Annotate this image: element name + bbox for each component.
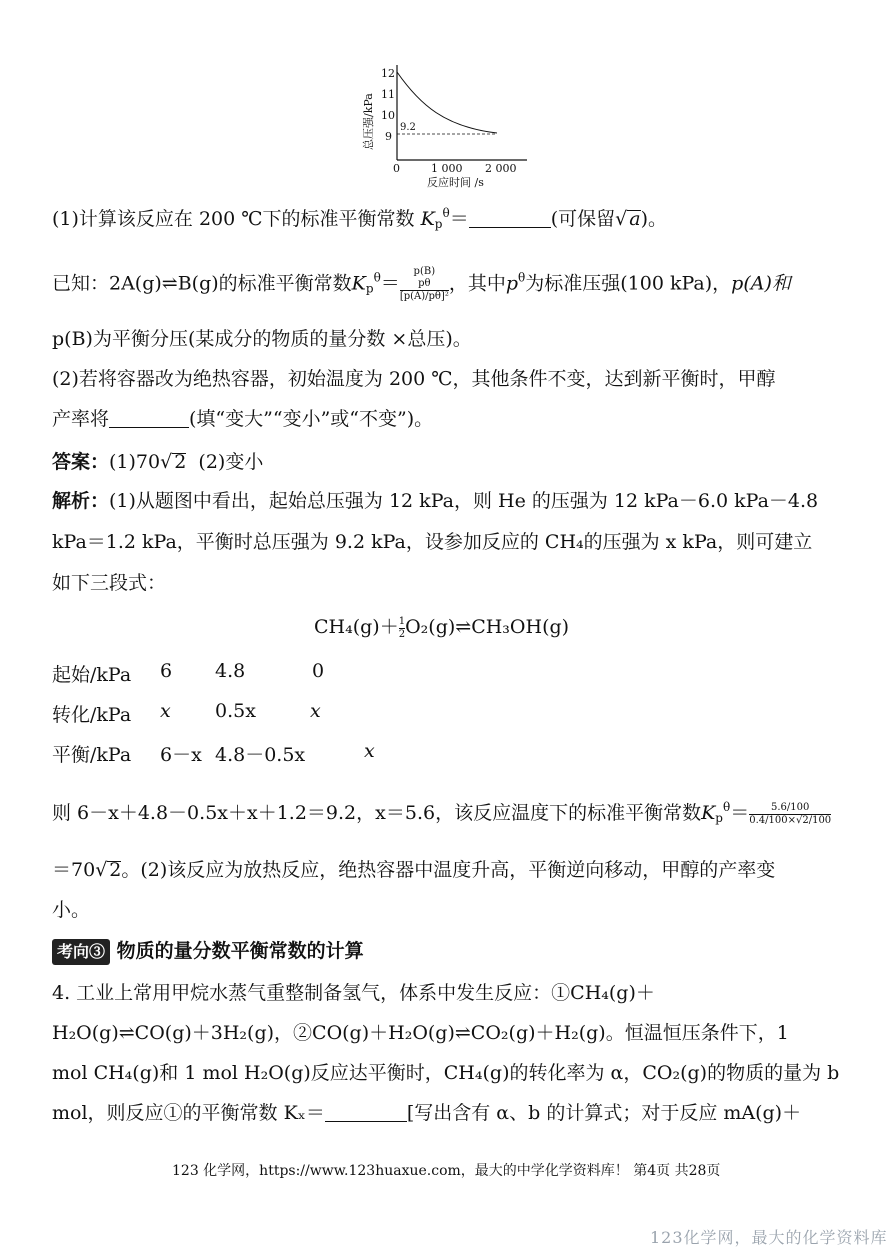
q4-line-1: 4. 工业上常用甲烷水蒸气重整制备氢气，体系中发生反应：①CH₄(g)＋ <box>52 982 655 1004</box>
section-heading <box>52 938 364 965</box>
q4-answer-blank <box>325 1103 407 1122</box>
analysis-label: 解析： <box>52 490 110 512</box>
calc-text-2: 。(2)该反应为放热反应，绝热容器中温度升高，平衡逆向移动，甲醇的产率变 <box>121 859 776 881</box>
answer-line: 答案：(1)70√ 2 (2)变小 <box>52 451 264 473</box>
x-axis-label: 反应时间 /s <box>427 176 484 189</box>
q4-line-2: H₂O(g)⇌CO(g)＋3H₂(g)，②CO(g)＋H₂O(g)⇌CO₂(g)＋H₂(g)。恒温恒压条件下，1 <box>52 1022 789 1044</box>
answer-text: (1)70 <box>109 451 161 473</box>
known-text: 已知：2A(g)⇌B(g)的标准平衡常数 <box>52 272 352 295</box>
y-axis-label: 总压强/kPa <box>362 93 375 150</box>
known-text-c: 为标准压强(100 kPa)， <box>525 272 732 295</box>
q2-text: 产率将 <box>52 408 110 430</box>
table-cell: 6 <box>160 660 173 682</box>
analysis-line-2: kPa＝1.2 kPa，平衡时总压强为 9.2 kPa，设参加反应的 CH₄的压强为 x kPa，则可建立 <box>52 531 813 553</box>
answer-sqrt: 2 <box>174 451 187 473</box>
y-tick-label: 11 <box>381 88 395 101</box>
analysis-text-1: (1)从题图中看出，起始总压强为 12 kPa，则 He 的压强为 12 kPa－6.0 kPa－4.8 <box>109 490 819 512</box>
x-tick-label: 0 <box>393 162 400 175</box>
answer-text-b: (2)变小 <box>198 451 264 473</box>
kp-calc-fraction: $\frac{5.6/100}{0.4/100\times√2/100}$ <box>749 801 832 826</box>
analysis-line-3: 如下三段式： <box>52 572 167 594</box>
table-cell: 起始/kPa <box>52 664 132 686</box>
q1-text: (1)计算该反应在 200 ℃下的标准平衡常数 <box>52 208 415 230</box>
calc-text: 则 6－x＋4.8－0.5x＋x＋1.2＝9.2，x＝5.6，该反应温度下的标准平衡常数 <box>52 802 702 824</box>
equation <box>314 614 569 641</box>
q4-line-3: mol CH₄(g)和 1 mol H₂O(g)反应达平衡时，CH₄(g)的转化率为 α，CO₂(g)的物质的量为 b <box>52 1062 840 1084</box>
marker-label: 9.2 <box>400 122 416 133</box>
answer-label: 答案： <box>52 451 110 473</box>
q1-end: )。 <box>640 208 667 230</box>
known-text-d: p(A)和 <box>731 272 791 295</box>
known-text-b: ，其中 <box>448 272 506 295</box>
page-footer: 123 化学网，https://www.123huaxue.com，最大的中学化学资料库！ 第4页 共28页 <box>172 1163 721 1179</box>
q4-text: mol，则反应①的平衡常数 Kₓ＝ <box>52 1102 325 1124</box>
table-cell: 0.5x <box>215 700 256 722</box>
y-tick-label: 9 <box>385 130 392 143</box>
table-cell: x <box>310 700 321 722</box>
q2-hint: (填“变大”“变小”或“不变”)。 <box>189 408 434 430</box>
table-cell: x <box>364 740 375 762</box>
calc-sqrt: 2 <box>109 859 122 881</box>
q2-line-2 <box>52 406 433 432</box>
x-tick-label: 1 000 <box>431 162 463 175</box>
calc-line-3: 小。 <box>52 899 91 921</box>
table-cell: 4.8 <box>215 660 246 682</box>
q1-line: (1)计算该反应在 200 ℃下的标准平衡常数 $K_p^\theta=$ (可保留√ a)。 <box>52 206 667 231</box>
table-cell: 转化/kPa <box>52 704 132 726</box>
equation-part-b: O₂(g)⇌CH₃OH(g) <box>405 616 570 638</box>
q4-hint: [写出含有 α、b 的计算式；对于反应 mA(g)＋ <box>406 1102 802 1124</box>
table-cell: x <box>160 700 171 722</box>
q4-line-4 <box>52 1100 801 1126</box>
equation-part-a: CH₄(g)＋ <box>314 616 399 638</box>
q2-line-1: (2)若将容器改为绝热容器，初始温度为 200 ℃，其他条件不变，达到新平衡时，甲醇 <box>52 368 776 390</box>
section-badge: 考向③ <box>52 939 110 965</box>
y-tick-label: 12 <box>381 67 395 80</box>
calc-line-1: 则 6－x＋4.8－0.5x＋x＋1.2＝9.2，x＝5.6，该反应温度下的标准平衡常数$K_p^\theta=$ $\frac{5.6/100}{0.4/100\times√2/100}$ <box>52 800 832 826</box>
known-line: 已知：2A(g)⇌B(g)的标准平衡常数$K_p^\theta=$ p(B) pθ [p(A)/pθ]² ，其中$p^\theta$为标准压强(100 kPa)，p(A)和 <box>52 266 791 302</box>
table-cell: 4.8－0.5x <box>215 744 306 766</box>
table-cell: 6－x <box>160 744 202 766</box>
known-line-2: p(B)为平衡分压(某成分的物质的量分数 ×总压)。 <box>52 328 472 350</box>
analysis-line-1 <box>52 488 818 514</box>
pressure-time-graph <box>355 55 535 190</box>
table-cell: 平衡/kPa <box>52 744 132 766</box>
table-cell: 0 <box>312 660 325 682</box>
q2-answer-blank <box>109 409 189 428</box>
q1-answer-blank <box>469 209 551 228</box>
y-tick-label: 10 <box>381 109 395 122</box>
calc-result: ＝70 <box>52 859 96 881</box>
half-fraction: $\frac{1}{2}$ <box>398 615 406 640</box>
calc-line-2: ＝70√ 2。(2)该反应为放热反应，绝热容器中温度升高，平衡逆向移动，甲醇的产率变 <box>52 859 776 881</box>
q1-hint: (可保留 <box>550 208 616 230</box>
watermark: 123化学网，最大的化学资料库 <box>650 1228 888 1247</box>
kp-fraction: p(B) pθ [p(A)/pθ]² <box>399 266 449 302</box>
section-title: 物质的量分数平衡常数的计算 <box>116 940 364 962</box>
x-tick-label: 2 000 <box>485 162 517 175</box>
